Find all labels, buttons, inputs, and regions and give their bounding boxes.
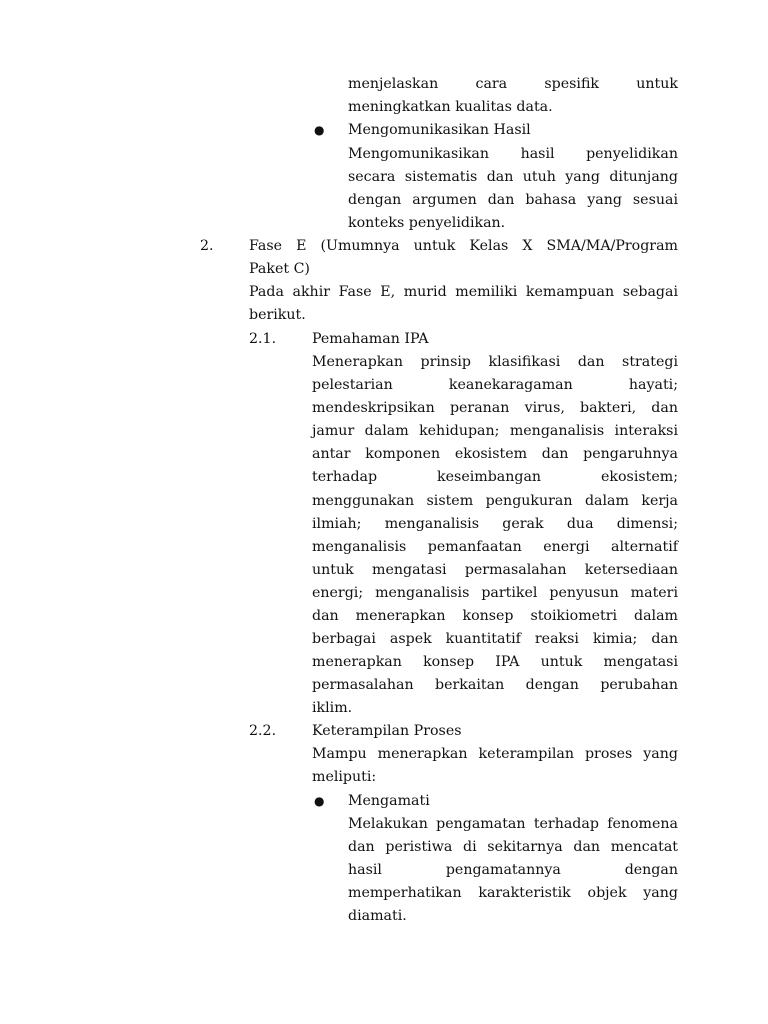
body-line: meliputi: <box>312 769 377 785</box>
body-line: konteks penyelidikan. <box>348 215 506 231</box>
body-line: untuk mengatasi permasalahan ketersediaan <box>312 562 678 578</box>
subsection-title: Keterampilan Proses <box>312 723 462 739</box>
bullet-title: Mengamati <box>348 793 430 809</box>
section-title: Fase E (Umumnya untuk Kelas X SMA/MA/Program <box>249 238 678 254</box>
body-line: secara sistematis dan utuh yang ditunjang <box>348 169 678 185</box>
body-line: jamur dalam kehidupan; menganalisis interaksi <box>312 423 678 439</box>
body-line: Pada akhir Fase E, murid memiliki kemampuan sebagai <box>249 284 678 300</box>
body-line: ilmiah; menganalisis gerak dua dimensi; <box>312 516 678 532</box>
body-line: dan menerapkan konsep stoikiometri dalam <box>312 608 678 624</box>
body-line: Melakukan pengamatan terhadap fenomena <box>348 816 678 832</box>
body-line: menjelaskan cara spesifik untuk <box>348 76 678 92</box>
body-line: Menerapkan prinsip klasifikasi dan strategi <box>312 354 678 370</box>
bullet-title: Mengomunikasikan Hasil <box>348 122 531 138</box>
body-line: menggunakan sistem pengukuran dalam kerja <box>312 493 678 509</box>
section-number: 2. <box>200 238 214 254</box>
bullet-icon: ● <box>314 123 325 137</box>
subsection-number: 2.1. <box>249 331 277 347</box>
body-line: meningkatkan kualitas data. <box>348 99 553 115</box>
body-line: memperhatikan karakteristik objek yang <box>348 885 678 901</box>
body-line: permasalahan berkaitan dengan perubahan <box>312 677 678 693</box>
body-line: dengan argumen dan bahasa yang sesuai <box>348 192 678 208</box>
body-line: antar komponen ekosistem dan pengaruhnya <box>312 446 678 462</box>
body-line: iklim. <box>312 700 353 716</box>
body-line: berikut. <box>249 307 306 323</box>
subsection-number: 2.2. <box>249 723 277 739</box>
body-line: mendeskripsikan peranan virus, bakteri, dan <box>312 400 678 416</box>
body-line: terhadap keseimbangan ekosistem; <box>312 469 678 485</box>
body-line: hasil pengamatannya dengan <box>348 862 678 878</box>
body-line: menerapkan konsep IPA untuk mengatasi <box>312 654 678 670</box>
body-line: diamati. <box>348 908 407 924</box>
body-line: Mengomunikasikan hasil penyelidikan <box>348 146 678 162</box>
body-line: dan peristiwa di sekitarnya dan mencatat <box>348 839 678 855</box>
bullet-icon: ● <box>314 794 325 808</box>
body-line: pelestarian keanekaragaman hayati; <box>312 377 678 393</box>
body-line: energi; menganalisis partikel penyusun materi <box>312 585 678 601</box>
body-line: berbagai aspek kuantitatif reaksi kimia; dan <box>312 631 678 647</box>
subsection-title: Pemahaman IPA <box>312 331 429 347</box>
section-title: Paket C) <box>249 261 310 277</box>
body-line: Mampu menerapkan keterampilan proses yang <box>312 746 678 762</box>
body-line: menganalisis pemanfaatan energi alternatif <box>312 539 678 555</box>
